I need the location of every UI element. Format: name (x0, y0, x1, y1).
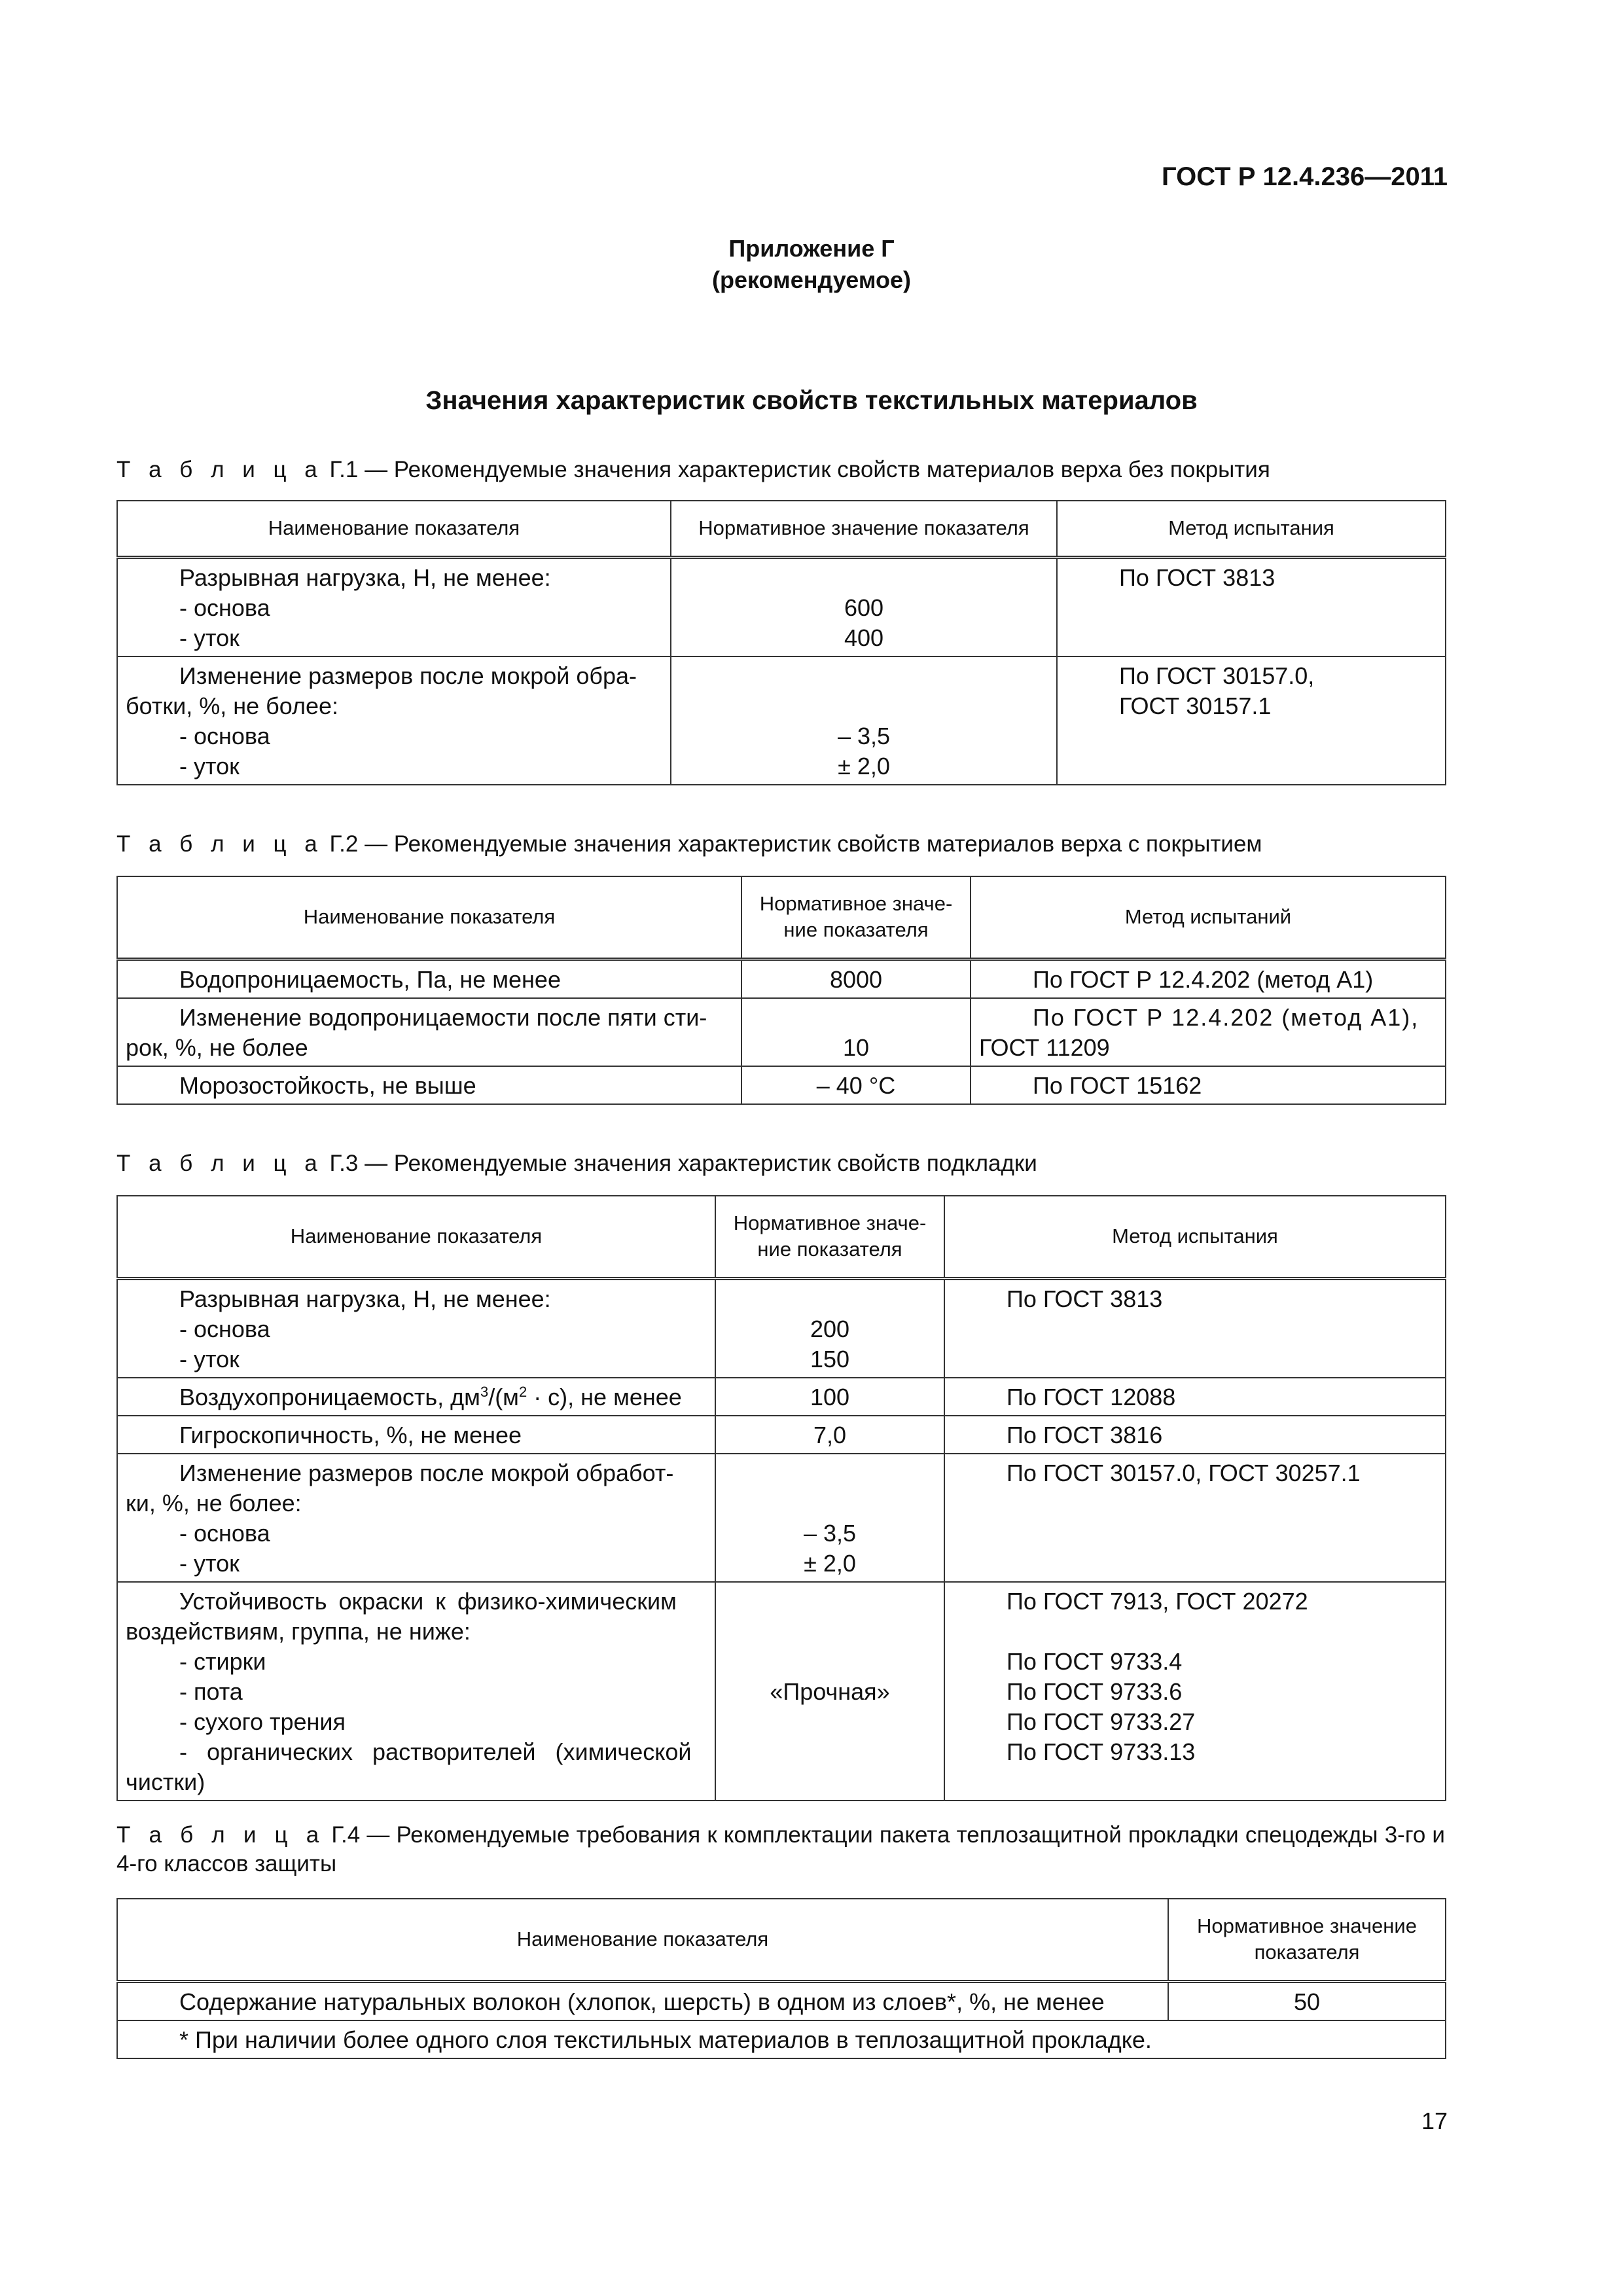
column-header (715, 1196, 944, 1278)
page-number: 17 (1421, 2108, 1448, 2134)
table-g3 (116, 1195, 1446, 1801)
table-caption-text: Г.2 — Рекомендуемые значения характеристик свойств материалов верха с покрытием (329, 831, 1262, 857)
table-caption-text: Г.1 — Рекомендуемые значения характеристик свойств материалов верха без покрытия (329, 457, 1270, 482)
row-method: По ГОСТ 30157.0, ГОСТ 30257.1 (1007, 1459, 1361, 1486)
table-row (117, 1066, 1446, 1104)
row-subitem: - стирки (179, 1647, 266, 1675)
column-header: Метод испытания (944, 1196, 1446, 1278)
row-method: По ГОСТ 7913, ГОСТ 20272 (1007, 1587, 1308, 1615)
row-name: Воздухопроницаемость, $дм^3/(м^2 \cdot с)$, не менее (179, 1383, 682, 1410)
column-header: Наименование показателя (117, 1196, 715, 1278)
row-name: Содержание натуральных волокон (хлопок, шерсть) в одном из слоев*, %, не менее (179, 1988, 1105, 2015)
row-value: 150 (810, 1345, 850, 1372)
row-method: По ГОСТ 9733.4 (1007, 1647, 1183, 1675)
row-value: 10 (842, 1033, 870, 1061)
row-name: Водопроницаемость, Па, не менее (179, 965, 561, 993)
row-name: Морозостойкость, не выше (179, 1071, 476, 1099)
table-g1-caption (116, 456, 1445, 484)
header-line: Нормативное значе- (759, 892, 953, 916)
row-value: – 40 °С (816, 1071, 896, 1099)
column-header: Нормативное значение показателя (671, 501, 1057, 557)
row-method: По ГОСТ 3816 (1007, 1421, 1163, 1448)
table-footnote-row (117, 2020, 1446, 2058)
row-name-cont: воздействиям, группа, не ниже: (126, 1617, 471, 1645)
row-value: ± 2,0 (838, 752, 890, 780)
row-value: 7,0 (813, 1421, 847, 1448)
row-subitem: - сухого трения (179, 1708, 346, 1735)
column-header: Метод испытаний (971, 876, 1446, 959)
row-value: «Прочная» (770, 1677, 890, 1705)
table-row (117, 1582, 1446, 1801)
header-line: ние показателя (757, 1238, 902, 1261)
row-method: По ГОСТ 3813 (1007, 1285, 1163, 1312)
table-g4-caption (116, 1821, 1445, 1878)
table-g2 (116, 876, 1446, 1105)
row-method: По ГОСТ 9733.6 (1007, 1677, 1183, 1705)
row-value: 50 (1293, 1988, 1321, 2015)
table-label: Т а б л и ц а (116, 831, 323, 857)
header-line: Нормативное значе- (733, 1211, 927, 1235)
table-row (117, 1278, 1446, 1378)
row-method: По ГОСТ 30157.0, (1119, 662, 1315, 689)
row-method: По ГОСТ Р 12.4.202 (метод А1) (1033, 965, 1374, 993)
row-method: По ГОСТ 12088 (1007, 1383, 1176, 1410)
row-name: Гигроскопичность, %, не менее (179, 1421, 522, 1448)
column-header: Наименование показателя (117, 501, 671, 557)
row-name: Изменение размеров после мокрой обработ- (179, 1459, 674, 1486)
row-subitem: - основа (179, 1519, 270, 1547)
table-row (117, 557, 1446, 656)
table-row (117, 1981, 1446, 2020)
row-subitem: - основа (179, 1315, 270, 1342)
row-name: Разрывная нагрузка, Н, не менее: (179, 564, 551, 591)
row-subitem-cont: чистки) (126, 1768, 205, 1795)
column-header (1168, 1899, 1446, 1981)
table-row (117, 998, 1446, 1066)
appendix-status: (рекомендуемое) (712, 266, 911, 293)
row-subitem: - уток (179, 1345, 240, 1372)
row-value: 200 (810, 1315, 850, 1342)
row-subitem: - основа (179, 722, 270, 749)
table-label: Т а б л и ц а (116, 1822, 325, 1848)
row-value: ± 2,0 (804, 1549, 856, 1577)
table-caption-text: Г.4 — Рекомендуемые требования к комплектации пакета теплозащитной прокладки спецодежды 3-го и 4-го классов защиты (116, 1822, 1445, 1876)
row-method: По ГОСТ Р 12.4.202 (метод А1), (1033, 1003, 1419, 1031)
row-value: – 3,5 (803, 1519, 857, 1547)
column-header: Наименование показателя (117, 876, 741, 959)
row-value: 400 (844, 624, 884, 651)
row-subitem: - уток (179, 1549, 240, 1577)
table-g2-caption (116, 830, 1445, 859)
table-caption-text: Г.3 — Рекомендуемые значения характеристик свойств подкладки (329, 1151, 1037, 1176)
row-name-cont: ботки, %, не более: (126, 692, 339, 719)
header-line: ние показателя (783, 918, 929, 942)
column-header: Наименование показателя (117, 1899, 1168, 1981)
row-subitem: - пота (179, 1677, 243, 1705)
row-method: По ГОСТ 3813 (1119, 564, 1275, 591)
row-subitem: - основа (179, 594, 270, 621)
table-row (117, 1454, 1446, 1582)
row-method: По ГОСТ 9733.13 (1007, 1738, 1196, 1765)
row-method: ГОСТ 11209 (979, 1033, 1110, 1061)
table-label: Т а б л и ц а (116, 457, 323, 482)
table-label: Т а б л и ц а (116, 1151, 323, 1176)
table-footnote: * При наличии более одного слоя текстильных материалов в теплозащитной прокладке. (179, 2026, 1152, 2053)
table-row (117, 1416, 1446, 1454)
row-subitem: - уток (179, 752, 240, 780)
row-name-cont: ки, %, не более: (126, 1489, 302, 1516)
row-method: По ГОСТ 9733.27 (1007, 1708, 1196, 1735)
table-row (117, 959, 1446, 998)
table-g3-caption (116, 1149, 1445, 1178)
column-header: Метод испытания (1057, 501, 1446, 557)
row-name: Изменение размеров после мокрой обра- (179, 662, 637, 689)
column-header (741, 876, 971, 959)
row-value: – 3,5 (837, 722, 891, 749)
appendix-title: Приложение Г (728, 235, 895, 262)
table-row (117, 1378, 1446, 1416)
section-title: Значения характеристик свойств текстильных материалов (425, 386, 1198, 415)
row-name: Изменение водопроницаемости после пяти сти- (179, 1003, 707, 1031)
table-g1 (116, 500, 1446, 785)
table-g4 (116, 1898, 1446, 2059)
row-method: По ГОСТ 15162 (1033, 1071, 1202, 1099)
row-value: 8000 (829, 965, 883, 993)
row-subitem: - органических растворителей (химической (179, 1738, 692, 1765)
table-row (117, 656, 1446, 785)
row-name-cont: рок, %, не более (126, 1033, 308, 1061)
row-name: Разрывная нагрузка, Н, не менее: (179, 1285, 551, 1312)
row-name: Устойчивость окраски к физико-химическим (179, 1587, 677, 1615)
row-value: 600 (844, 594, 884, 621)
document-code: ГОСТ Р 12.4.236—2011 (1162, 162, 1448, 191)
row-method: ГОСТ 30157.1 (1119, 692, 1272, 719)
header-line: показателя (1254, 1941, 1360, 1964)
row-subitem: - уток (179, 624, 240, 651)
header-line: Нормативное значение (1197, 1914, 1417, 1938)
row-value: 100 (810, 1383, 850, 1410)
